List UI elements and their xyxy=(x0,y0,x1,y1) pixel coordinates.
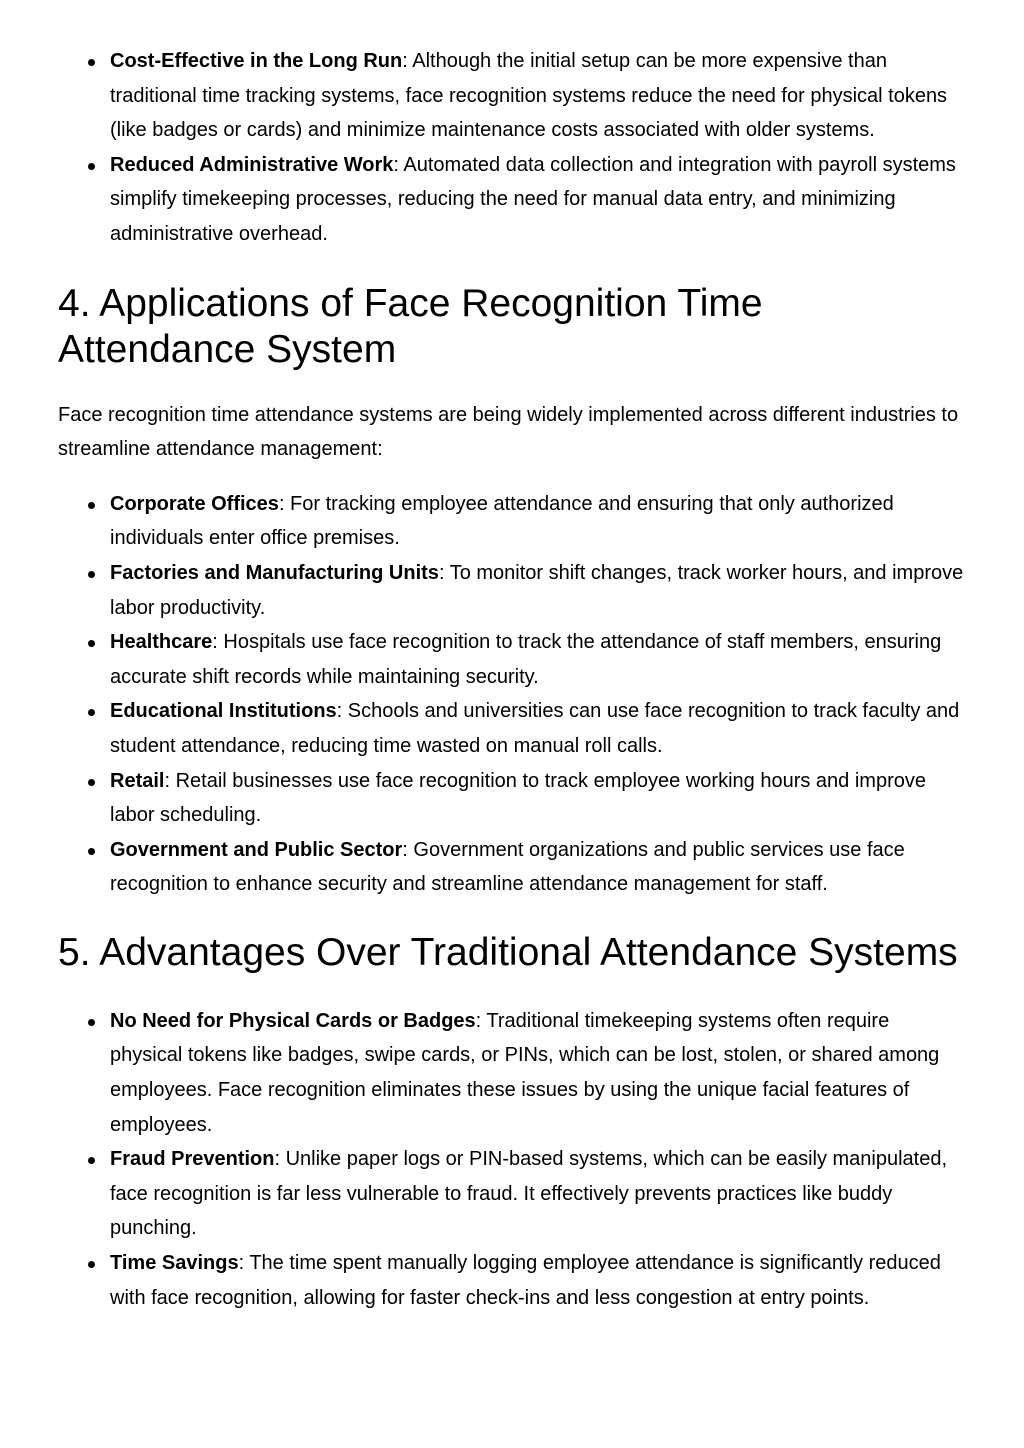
item-text: : To monitor shift changes, track worker hours, and improve labor productivity. xyxy=(110,561,964,619)
item-term: Corporate Offices xyxy=(110,492,279,515)
item-term: Cost-Effective in the Long Run xyxy=(110,50,403,72)
item-term: Fraud Prevention xyxy=(110,1148,275,1171)
item-term: Government and Public Sector xyxy=(110,838,403,861)
item-text: : Government organizations and public services use face recognition to enhance security and streamline attendance management for staff. xyxy=(110,838,905,896)
item-text: : Schools and universities can use face recognition to track faculty and student attendance, reducing time wasted on manual roll calls. xyxy=(110,700,960,757)
list-item xyxy=(110,487,966,556)
section-heading-advantages: 5. Advantages Over Traditional Attendance Systems xyxy=(58,930,958,974)
list-item xyxy=(110,694,966,763)
list-item xyxy=(110,556,966,625)
list-item xyxy=(110,148,966,252)
item-term: Retail xyxy=(110,769,165,792)
applications-list xyxy=(58,487,966,902)
advantages-list xyxy=(58,1004,966,1315)
item-term: Factories and Manufacturing Units xyxy=(110,561,439,584)
item-term: Reduced Administrative Work xyxy=(110,153,394,176)
list-item xyxy=(110,44,966,148)
benefits-list xyxy=(58,44,966,252)
item-text: : Hospitals use face recognition to track the attendance of staff members, ensuring accurate shift records while maintaining security. xyxy=(110,631,942,688)
item-term: No Need for Physical Cards or Badges xyxy=(110,1009,476,1032)
item-text: : Automated data collection and integration with payroll systems simplify timekeeping processes, reducing the need for manual data entry, and minimizing administrative overhead. xyxy=(110,153,956,245)
item-term: Healthcare xyxy=(110,631,213,654)
list-item xyxy=(110,833,966,902)
item-text: : Although the initial setup can be more expensive than traditional time tracking systems, face recognition systems reduce the need for physical tokens (like badges or cards) and minimize maintenance costs associated with older systems. xyxy=(110,50,948,142)
list-item xyxy=(110,1142,966,1246)
list-item xyxy=(110,625,966,694)
list-item xyxy=(110,1004,966,1142)
item-text: : For tracking employee attendance and ensuring that only authorized individuals enter office premises. xyxy=(110,492,894,550)
list-item xyxy=(110,764,966,833)
item-text: : Traditional timekeeping systems often require physical tokens like badges, swipe cards, or PINs, which can be lost, stolen, or shared among employees. Face recognition eliminates these issues by using the unique facial features of employees. xyxy=(110,1009,940,1136)
item-term: Educational Institutions xyxy=(110,700,337,723)
item-text: : Retail businesses use face recognition to track employee working hours and improve labor scheduling. xyxy=(110,769,926,827)
applications-intro: Face recognition time attendance systems are being widely implemented across different industries to streamline attendance management: xyxy=(58,403,959,461)
list-item xyxy=(110,1246,966,1315)
item-text: : The time spent manually logging employee attendance is significantly reduced with face recognition, allowing for faster check-ins and less congestion at entry points. xyxy=(110,1252,941,1309)
item-text: : Unlike paper logs or PIN-based systems, which can be easily manipulated, face recognition is far less vulnerable to fraud. It effectively prevents practices like buddy punching. xyxy=(110,1148,948,1240)
section-heading-applications: 4. Applications of Face Recognition Time Attendance System xyxy=(58,281,763,371)
item-term: Time Savings xyxy=(110,1252,239,1275)
